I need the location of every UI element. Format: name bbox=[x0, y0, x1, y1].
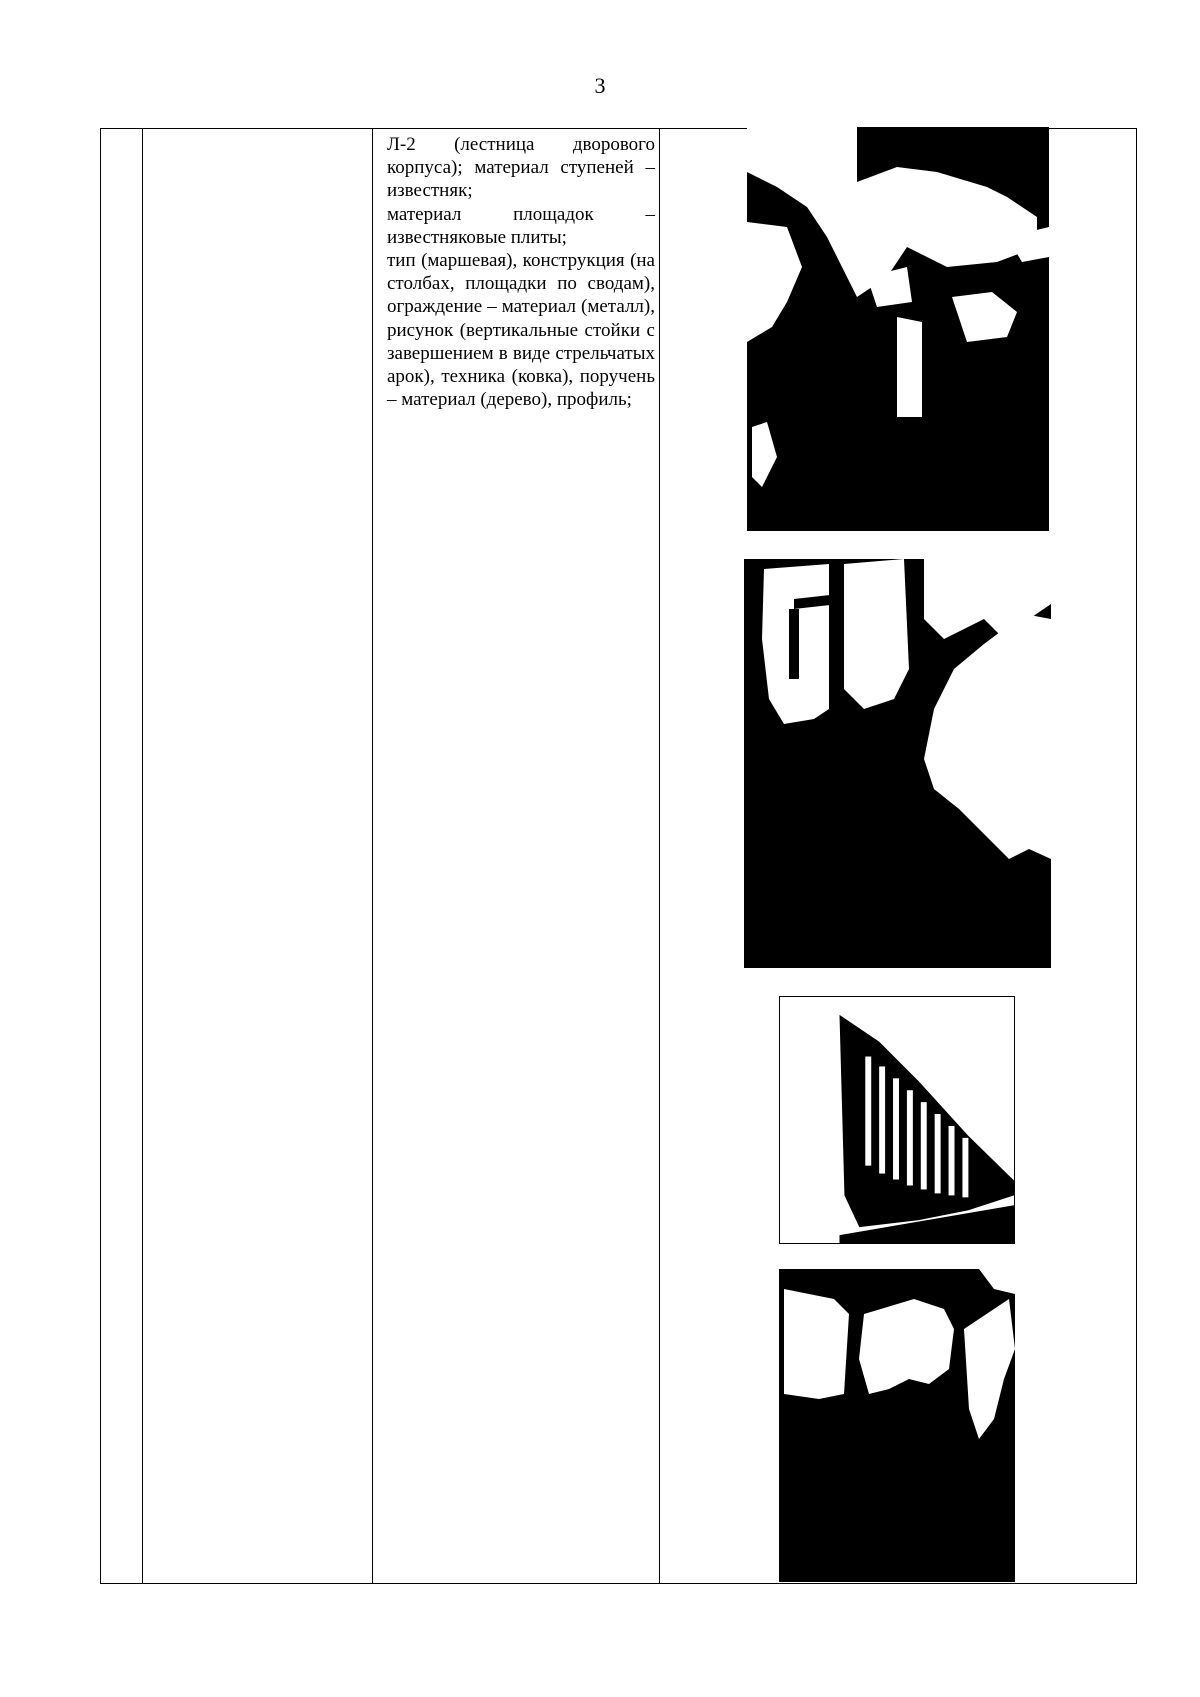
description-cell bbox=[387, 133, 655, 411]
description-paragraph-1: Л-2 (лестница дворового корпуса); материал ступеней – известняк; bbox=[387, 134, 655, 202]
staircase-photo-1 bbox=[747, 127, 1049, 531]
column-divider-1 bbox=[142, 129, 143, 1583]
table bbox=[100, 128, 1137, 1584]
column-divider-3 bbox=[659, 129, 660, 1583]
description-paragraph-2: материал площадок – известняковые плиты; bbox=[387, 203, 655, 248]
page-number: 3 bbox=[594, 73, 606, 98]
staircase-photo-2 bbox=[744, 559, 1051, 968]
railing-photo bbox=[779, 996, 1015, 1244]
description-paragraph-3: тип (маршевая), конструкция (на столбах, площадки по сводам), ограждение – материал (металл), рисунок (вертикальные стойки с завершением в виде стрельчатых арок), техника (ковка), поручень – материал (дерево), профиль; bbox=[387, 250, 655, 411]
landing-photo bbox=[779, 1269, 1015, 1582]
column-divider-2 bbox=[372, 129, 373, 1583]
